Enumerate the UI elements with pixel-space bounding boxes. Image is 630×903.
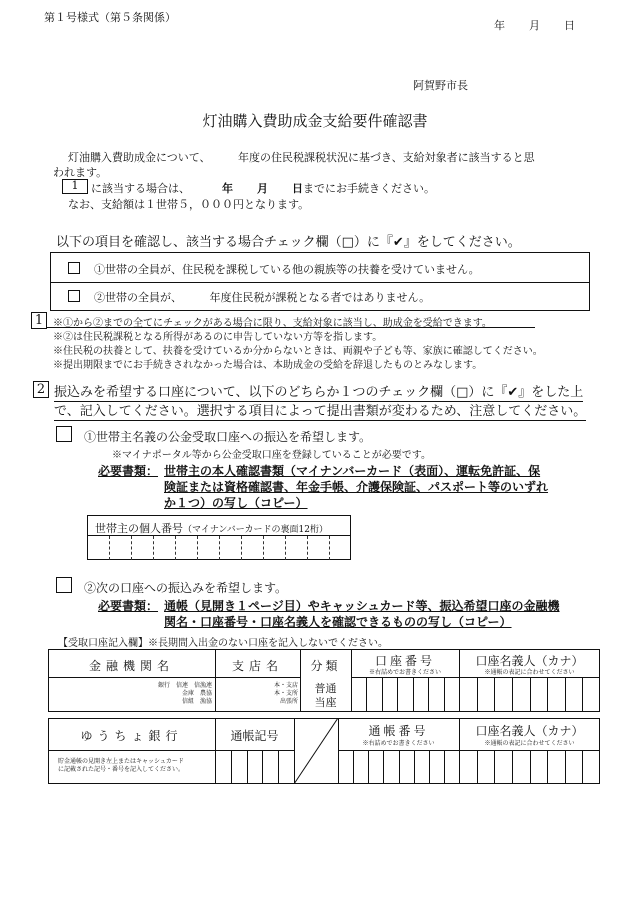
cell-divider xyxy=(444,677,445,712)
bank-row-sep-left xyxy=(48,677,300,678)
cell-divider xyxy=(582,750,583,784)
branch-type-2: 本・支所 xyxy=(273,690,298,697)
mynumber-label-text: 世帯主の個人番号 xyxy=(95,522,183,535)
date-month: 月 xyxy=(529,19,540,32)
option-1-req-line-3: か１つ）の写し（コピー） xyxy=(164,496,308,510)
option-2-required-label xyxy=(98,597,158,614)
cell-divider xyxy=(565,677,566,712)
option-1-req-line-2: 険証または資格確認書、年金手帳、介護保険証、パスポート等のいずれ xyxy=(164,480,549,494)
account-header-note: ※長期間入出金のない口座を記入しないでください。 xyxy=(148,638,388,649)
cell-divider xyxy=(494,750,495,784)
yucho-row-sep-right xyxy=(338,750,600,751)
cell-divider xyxy=(512,677,513,712)
cell-divider xyxy=(530,677,531,712)
bank-type-2: 金庫 農協 xyxy=(181,690,212,697)
cell-divider xyxy=(383,750,384,784)
yucho-symbol-header: 通帳記号 xyxy=(230,729,279,743)
checklist-item-2-checkbox[interactable] xyxy=(68,290,80,302)
cell-divider xyxy=(366,677,367,712)
cell-divider xyxy=(329,536,330,560)
category-toza: 当座 xyxy=(314,696,337,709)
yucho-bank-note-1: 貯金通帳の見開き左上またはキャッシュカード xyxy=(58,758,184,765)
account-number-note: ※右詰めでお書きください xyxy=(368,669,441,676)
cell-divider xyxy=(477,677,478,712)
cell-divider xyxy=(399,750,400,784)
deadline-year: 年 xyxy=(222,182,233,195)
yucho-holder-header: 口座名義人（カナ） xyxy=(475,724,584,738)
cell-divider xyxy=(547,677,548,712)
yucho-bank-header: ゆうちょ銀行 xyxy=(80,729,183,743)
deadline-day: 日 xyxy=(292,182,303,195)
cell-divider xyxy=(231,750,232,784)
option-2-checkbox[interactable] xyxy=(56,577,72,593)
cell-divider xyxy=(109,536,110,560)
section-2-line-1: 振込みを希望する口座について、以下のどちらか１つのチェック欄（□）に『✔』をした上 xyxy=(54,381,583,402)
yucho-bank-note-2: に記載された記号・番号を記入してください。 xyxy=(58,766,185,773)
yucho-diagonal xyxy=(294,718,338,784)
cell-divider xyxy=(278,750,279,784)
option-2-label: ②次の口座への振込みを希望します。 xyxy=(84,581,288,595)
branch-types xyxy=(262,682,298,706)
bank-row-sep-right xyxy=(351,677,600,678)
cell-divider xyxy=(262,750,263,784)
intro-line-2: われます。 xyxy=(53,166,108,179)
cell-divider xyxy=(241,536,242,560)
intro-line-3a: に該当する場合は、 xyxy=(91,182,190,195)
cell-divider xyxy=(414,750,415,784)
intro-line-4: なお、支給額は１世帯５，０００円となります。 xyxy=(68,198,310,211)
bank-type-3: 信組 漁協 xyxy=(181,698,212,705)
section-1-note-4: ※提出期限までにお手続きされなかった場合は、本助成金の受給を辞退したものとみなします。 xyxy=(53,360,483,371)
check-instruction: 以下の項目を確認し、該当する場合チェック欄（□）に『✔』をしてください。 xyxy=(56,235,521,250)
cell-divider xyxy=(382,677,383,712)
option-1-checkbox[interactable] xyxy=(56,426,72,442)
category-header: 分類 xyxy=(310,659,341,673)
cell-divider xyxy=(307,536,308,560)
checklist-item-1-checkbox[interactable] xyxy=(68,262,80,274)
yucho-row-sep-left xyxy=(48,750,294,751)
ref-number-box: 1 xyxy=(62,179,88,194)
cell-divider xyxy=(477,750,478,784)
section-1-number: 1 xyxy=(31,312,47,329)
branch-type-1: 本・支店 xyxy=(273,682,298,689)
bank-type-1: 銀行 信連 信漁連 xyxy=(157,682,212,689)
account-header-text: 【受取口座記入欄】 xyxy=(58,638,148,649)
mynumber-note: （マイナンバーカードの裏面12桁） xyxy=(183,525,329,535)
checklist-divider xyxy=(50,282,590,283)
bank-types xyxy=(138,682,212,706)
date-year: 年 xyxy=(494,19,505,32)
cell-divider xyxy=(565,750,566,784)
section-1-note-2: ※②は住民税課税となる所得があるのに申告していない方等を指します。 xyxy=(53,332,383,343)
mynumber-label xyxy=(95,520,328,536)
branch-type-3: 出張所 xyxy=(279,698,298,705)
cell-divider xyxy=(494,677,495,712)
option-1-label: ①世帯主名義の公金受取口座への振込を希望します。 xyxy=(84,430,372,444)
cell-divider xyxy=(413,677,414,712)
cell-divider xyxy=(175,536,176,560)
cell-divider xyxy=(263,536,264,560)
checklist-item-1: ①世帯の全員が、住民税を課税している他の親族等の扶養を受けていません。 xyxy=(94,263,480,276)
option-1-required-label xyxy=(98,462,158,479)
yucho-bank-note xyxy=(58,758,184,774)
option-2-req-label-text: 必要書類： xyxy=(98,599,159,613)
section-2-number: 2 xyxy=(33,381,49,398)
yucho-number-note: ※右詰めでお書きください xyxy=(362,740,435,747)
holder-note: ※通帳の表記に合わせてください xyxy=(484,669,575,676)
cell-divider xyxy=(247,750,248,784)
section-1-note-3: ※住民税の扶養として、扶養を受けているか分からないときは、両親や子ども等、家族に確認してください。 xyxy=(53,346,543,357)
cell-divider xyxy=(353,750,354,784)
cell-divider xyxy=(547,750,548,784)
holder-header: 口座名義人（カナ） xyxy=(475,654,584,668)
cell-divider xyxy=(582,677,583,712)
cell-divider xyxy=(131,536,132,560)
option-1-note: ※マイナポータル等から公金受取口座を登録していることが必要です。 xyxy=(112,450,431,461)
category-values[interactable] xyxy=(300,682,351,710)
cell-divider xyxy=(285,536,286,560)
cell-divider xyxy=(197,536,198,560)
cell-divider xyxy=(219,536,220,560)
section-2-line-2: で、記入してください。選択する項目によって提出書類が変わるため、注意してください。 xyxy=(54,400,586,421)
yucho-number-header: 通帳番号 xyxy=(368,724,429,738)
intro-line-1: 灯油購入費助成金について、 年度の住民税課税状況に基づき、支給対象者に該当すると思 xyxy=(68,151,535,164)
intro-line-3b: までにお手続きください。 xyxy=(303,182,435,195)
cell-divider xyxy=(512,750,513,784)
cell-divider xyxy=(428,677,429,712)
yucho-holder-note: ※通帳の表記に合わせてください xyxy=(484,740,575,747)
section-1-note-1: ※①から②までの全てにチェックがある場合に限り、支給対象に該当し、助成金を受給できます。 xyxy=(53,318,492,329)
cell-divider xyxy=(368,750,369,784)
cell-divider xyxy=(429,750,430,784)
date-day: 日 xyxy=(564,19,575,32)
account-number-header: 口座番号 xyxy=(374,654,435,668)
intro-line-3 xyxy=(91,180,435,196)
deadline-month: 月 xyxy=(257,182,268,195)
option-2-req-line-2: 関名・口座番号・口座名義人を確認できるものの写し（コピー） xyxy=(164,615,512,629)
option-1-req-label-text: 必要書類： xyxy=(98,464,159,478)
option-1-req-line-1: 世帯主の本人確認書類（マイナンバーカード（表面）、運転免許証、保 xyxy=(164,464,541,478)
option-2-req-line-1: 通帳（見開き１ページ目）やキャッシュカード等、振込希望口座の金融機 xyxy=(164,599,560,613)
account-section-header xyxy=(58,634,388,649)
form-number: 第１号様式（第５条関係） xyxy=(44,11,176,24)
date-field[interactable] xyxy=(494,17,575,33)
bank-name-header: 金融機関名 xyxy=(88,659,174,673)
cell-divider xyxy=(153,536,154,560)
addressee: 阿賀野市長 xyxy=(413,79,468,92)
page-title: 灯油購入費助成金支給要件確認書 xyxy=(202,112,428,130)
cell-divider xyxy=(444,750,445,784)
cell-divider xyxy=(530,750,531,784)
category-futsu: 普通 xyxy=(314,682,337,695)
cell-divider xyxy=(397,677,398,712)
checklist-item-2: ②世帯の全員が、 年度住民税が課税となる者ではありません。 xyxy=(94,291,431,304)
branch-header: 支店名 xyxy=(231,659,283,673)
